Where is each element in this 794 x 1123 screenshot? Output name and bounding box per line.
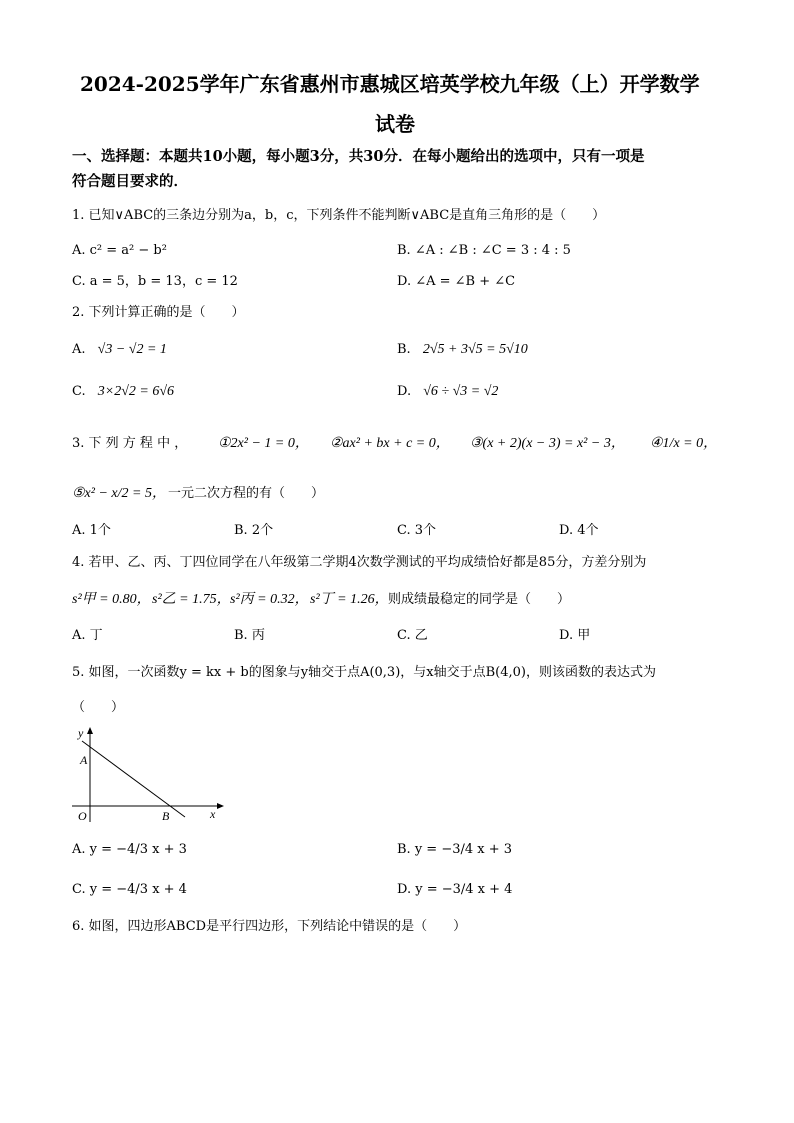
q4-variance-bing: s²丙 = 0.32， — [230, 592, 309, 607]
q3-eq5: ⑤x² − x/2 = 5， — [72, 486, 166, 501]
q3-eq2: ②ax² + bx + c = 0， — [330, 436, 450, 451]
point-a-label: A — [80, 753, 88, 767]
q4-option-d: D. 甲 — [559, 628, 591, 643]
x-axis-label: x — [210, 807, 216, 821]
q2-option-b-expr: 2√5 + 3√5 = 5√10 — [422, 342, 528, 357]
q3-option-d: D. 4个 — [559, 523, 599, 538]
q3-question: 一元二次方程的有（ ） — [168, 486, 325, 501]
q4-stem: 4. 若甲、乙、丙、丁四位同学在八年级第二学期4次数学测试的平均成绩恰好都是85分，方差分别为 — [72, 555, 647, 570]
q4-variance-yi: s²乙 = 1.75， — [152, 592, 231, 607]
page-title-line1: 2024-2025学年广东省惠州市惠城区培英学校九年级（上）开学数学 — [80, 72, 700, 96]
q1-option-d: D. ∠A = ∠B + ∠C — [397, 274, 516, 289]
q1-option-c: C. a = 5，b = 13，c = 12 — [72, 274, 238, 289]
q5-stem: 5. 如图，一次函数y = kx + b的图象与y轴交于点A(0,3)，与x轴交于点B(4,0)，则该函数的表达式为 — [72, 665, 656, 680]
q4-variance-ding: s²丁 = 1.26， — [310, 592, 389, 607]
q2-option-a — [72, 342, 167, 358]
q4-option-b: B. 丙 — [234, 628, 265, 643]
q1-option-a: A. c² = a² − b² — [72, 243, 167, 258]
q1-option-b: B. ∠A : ∠B : ∠C = 3 : 4 : 5 — [397, 243, 571, 258]
q6-stem: 6. 如图，四边形ABCD是平行四边形，下列结论中错误的是（ ） — [72, 919, 467, 934]
q2-option-a-label: A. — [72, 342, 86, 357]
q2-option-d — [397, 384, 498, 400]
q3-eq3: ③(x + 2)(x − 3) = x² − 3， — [470, 436, 625, 451]
q5-option-d: D. y = −3/4 x + 4 — [397, 882, 513, 897]
q2-option-d-label: D. — [397, 384, 412, 399]
q4-variance-jia: s²甲 = 0.80， — [72, 592, 151, 607]
section-heading: 一、选择题：本题共10小题，每小题3分，共30分．在每小题给出的选项中，只有一项是 — [72, 148, 645, 165]
q2-option-b-label: B. — [397, 342, 411, 357]
q2-option-c — [72, 384, 174, 400]
q2-option-c-label: C. — [72, 384, 86, 399]
q3-eq1: ①2x² − 1 = 0， — [218, 436, 309, 451]
q3-option-c: C. 3个 — [397, 523, 437, 538]
q2-option-d-expr: √6 ÷ √3 = √2 — [423, 384, 499, 399]
q2-option-b — [397, 342, 528, 358]
y-axis-label: y — [78, 726, 84, 740]
origin-label: O — [78, 809, 87, 823]
q4-question: 则成绩最稳定的同学是（ ） — [388, 592, 571, 607]
point-b-label: B — [162, 809, 170, 823]
q5-function-graph — [70, 725, 230, 825]
section-heading-cont: 符合题目要求的． — [72, 173, 188, 190]
y-axis-arrow — [87, 727, 93, 734]
q2-option-c-expr: 3×2√2 = 6√6 — [97, 384, 175, 399]
q3-intro: 3. 下 列 方 程 中 ， — [72, 436, 188, 451]
q5-option-a: A. y = −4/3 x + 3 — [72, 842, 187, 857]
q4-option-c: C. 乙 — [397, 628, 428, 643]
page-title-line2: 试卷 — [375, 112, 415, 136]
q2-option-a-expr: √3 − √2 = 1 — [97, 342, 167, 357]
q4-option-a: A. 丁 — [72, 628, 103, 643]
q2-stem: 2. 下列计算正确的是（ ） — [72, 305, 245, 320]
x-axis-arrow — [217, 803, 224, 809]
q3-option-a: A. 1个 — [72, 523, 111, 538]
q5-stem-cont: （ ） — [72, 700, 125, 715]
q3-option-b: B. 2个 — [234, 523, 274, 538]
q5-option-c: C. y = −4/3 x + 4 — [72, 882, 187, 897]
q3-eq4: ④1/x = 0， — [650, 436, 718, 451]
q5-option-b: B. y = −3/4 x + 3 — [397, 842, 513, 857]
q1-stem: 1. 已知∨ABC的三条边分别为a，b，c，下列条件不能判断∨ABC是直角三角形的是（ ） — [72, 208, 606, 223]
